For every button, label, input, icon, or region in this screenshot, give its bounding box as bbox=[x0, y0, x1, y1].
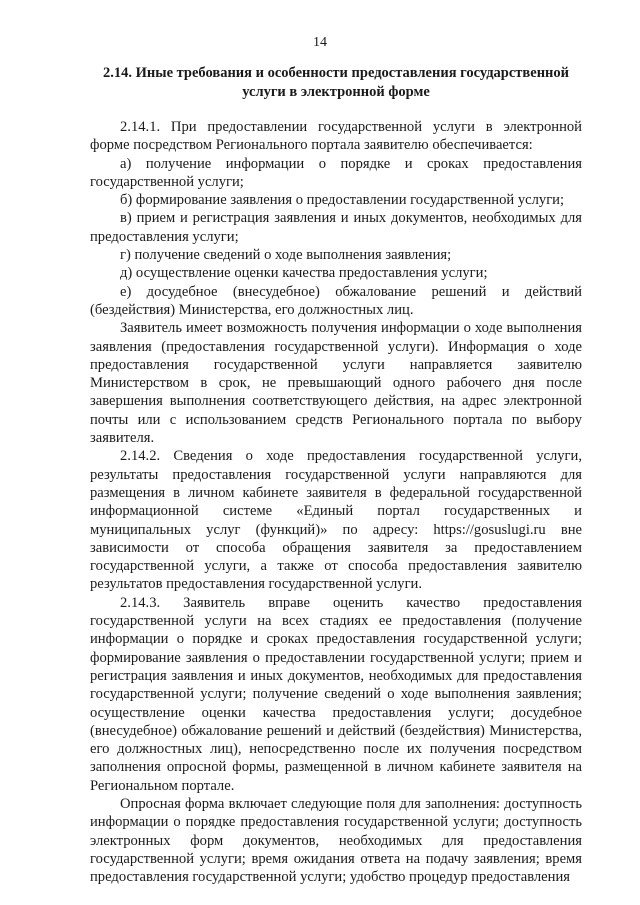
section-heading bbox=[90, 64, 582, 102]
section-heading-line-2: услуги в электронной форме bbox=[242, 84, 430, 100]
page-number: 14 bbox=[313, 35, 327, 50]
list-item-b: б) формирование заявления о предоставлении государственной услуги; bbox=[120, 192, 565, 209]
paragraph-survey-form: Опросная форма включает следующие поля для заполнения: доступность информации о порядке предоставления государственной услуги; доступность электронных форм документов, необходимых для предоставления государственной услуги; время ожидания ответа на подачу заявления; время предоставления государственной услуги; удобство процедур предоставления bbox=[90, 795, 582, 886]
list-item-d: д) осуществление оценки качества предоставления услуги; bbox=[120, 265, 488, 282]
paragraph-2-14-3: 2.14.3. Заявитель вправе оценить качество предоставления государственной услуги на всех стадиях ее предоставления (получение информации о порядке и сроках предоставления государственной услуги; формирование заявления о предоставлении государственной услуги; прием и регистрация заявления и иных документов, необходимых для предоставления государственной услуги; получение сведений о ходе выполнения заявления; осуществление оценки качества предоставления услуги; досудебное (внесудебное) обжалование решений и действий (бездействия) Министерства, его должностных лиц), непосредственно после их получения посредством заполнения опросной формы, размещенной в личном кабинете заявителя на Региональном портале. bbox=[90, 594, 582, 794]
list-item-g: г) получение сведений о ходе выполнения заявления; bbox=[120, 247, 452, 264]
list-item-v: в) прием и регистрация заявления и иных документов, необходимых для предоставления услуги; bbox=[90, 210, 582, 245]
list-item-a: а) получение информации о порядке и сроках предоставления государственной услуги; bbox=[90, 155, 582, 190]
list-item-e: е) досудебное (внесудебное) обжалование решений и действий (бездействия) Министерства, его должностных лиц. bbox=[90, 283, 582, 318]
paragraph-status-info: Заявитель имеет возможность получения информации о ходе выполнения заявления (предоставления государственной услуги). Информация о ходе предоставления государственной услуги направляется заявителю Министерством в срок, не превышающий одного рабочего дня после завершения выполнения соответствующего действия, на адрес электронной почты или с использованием средств Регионального портала по выбору заявителя. bbox=[90, 320, 582, 447]
paragraph-2-14-1: 2.14.1. При предоставлении государственной услуги в электронной форме посредством Регионального портала заявителю обеспечивается: bbox=[90, 119, 582, 154]
section-heading-line-1: 2.14. Иные требования и особенности предоставления государственной bbox=[102, 65, 570, 81]
paragraph-2-14-2: 2.14.2. Сведения о ходе предоставления государственной услуги, результаты предоставления государственной услуги направляются для размещения в личном кабинете заявителя в федеральной государственной информационной системе «Единый портал государственных и муниципальных услуг (функций)» по адресу: https://gosuslugi.ru вне зависимости от способа обращения заявителя за предоставлением государственной услуги, а также от способа предоставления заявителю результатов предоставления государственной услуги. bbox=[90, 448, 582, 593]
document-body bbox=[90, 118, 582, 886]
